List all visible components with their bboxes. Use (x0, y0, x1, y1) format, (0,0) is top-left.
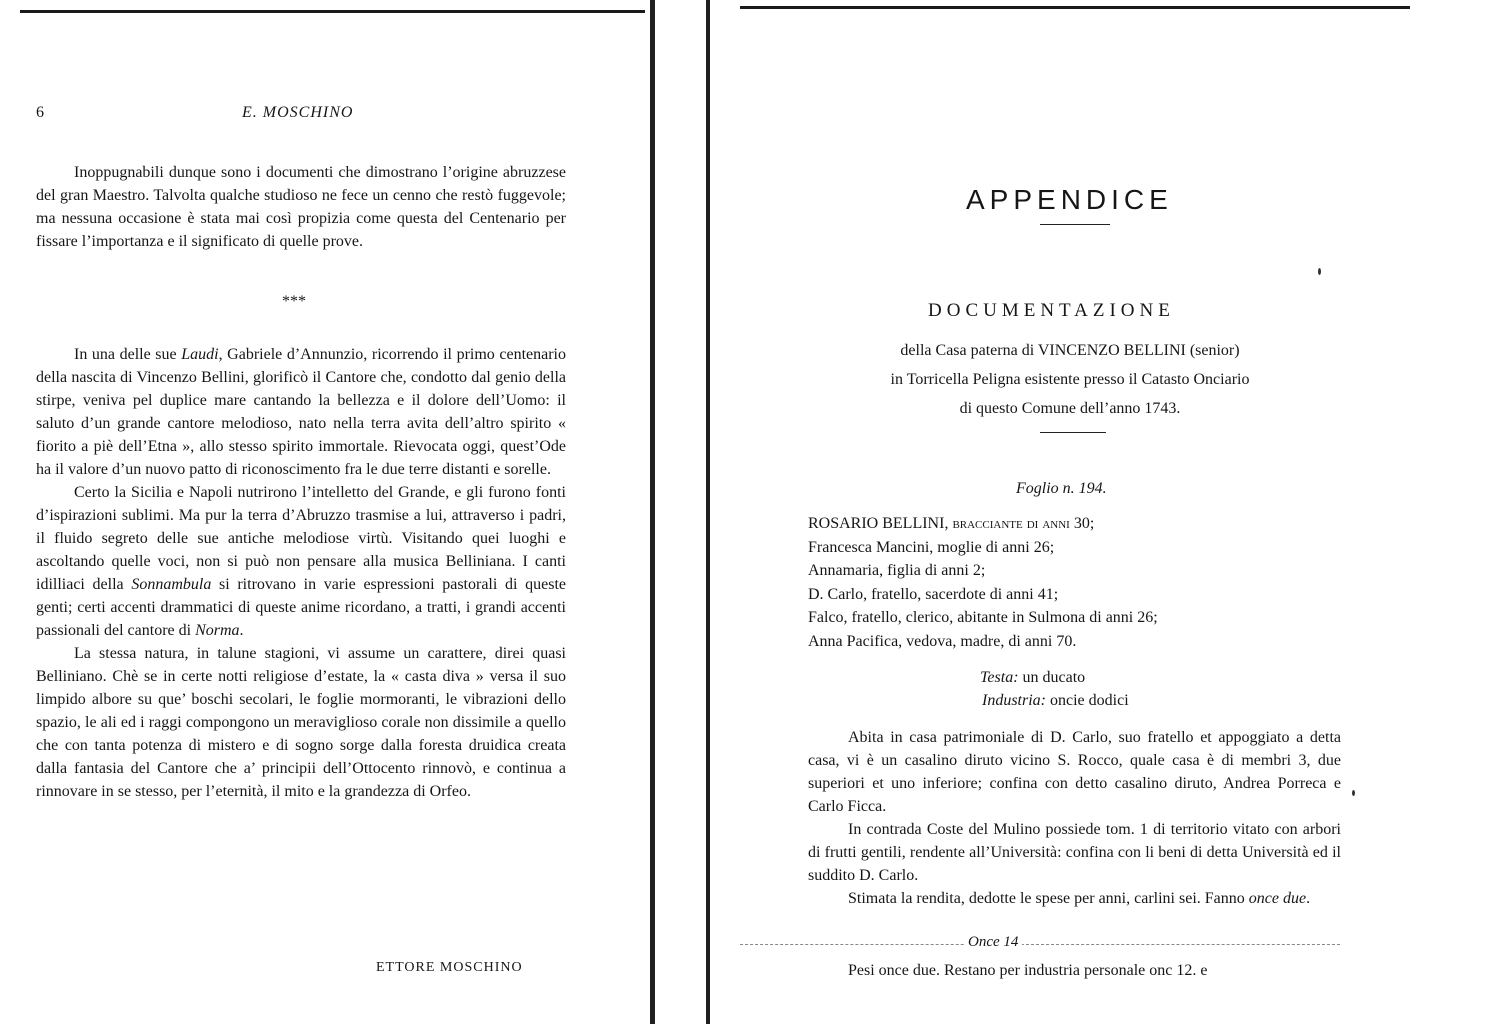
paragraph-origin (36, 161, 566, 253)
italic-once-due: once due (1248, 890, 1307, 907)
household-entry: Anna Pacifica, vedova, madre, di anni 70. (808, 632, 1077, 650)
text-run: , Gabriele d’Annunzio, ricorrendo il primo centenario della nascita di Vincenzo Bellini, glorificò il Cantore che, condotto dal genio della stirpe, veniva pel duplice mare cantando la bellezza e il dolore dell’Uomo: il saluto d’un grande cantore melodioso, nato nella terra avita dell’altro spirito « fiorito a piè dell’Etna », allo stesso spirito immortale. Rievocata oggi, quest’Ode ha il valore d’un nuovo patto di riconoscimento fra le due terre distanti e sorelle. (36, 346, 567, 478)
top-border-rule (740, 6, 1410, 9)
property-paragraph: Abita in casa patrimoniale di D. Carlo, suo fratello et appoggiato a detta casa, vi è un casalino diruto vicino S. Rocco, quale casa è di membri 3, due superiori et uno inferiore; confina con detto casalino diruto, Andrea Porreca e Carlo Ficca. (808, 729, 1341, 815)
description-line: in Torricella Peligna esistente presso il Catasto Onciario (890, 371, 1250, 388)
industria-label: Industria: (982, 692, 1046, 709)
description-line: della Casa paterna di VINCENZO BELLINI (senior) (900, 342, 1240, 359)
household-list (808, 512, 1368, 653)
right-page (700, 0, 1500, 1024)
testa-label: Testa: (980, 669, 1019, 686)
industria-value: oncie dodici (1050, 692, 1129, 709)
text-run: Stimata la rendita, dedotte le spese per anni, carlini sei. Fanno (848, 890, 1249, 907)
ink-speck (1352, 790, 1355, 796)
industria-line (982, 689, 1129, 712)
household-entry: Annamaria, figlia di anni 2; (808, 562, 986, 579)
italic-title-norma: Norma (195, 622, 240, 639)
section-break-asterism: *** (282, 293, 306, 310)
household-entry: Francesca Mancini, moglie di anni 26; (808, 538, 1055, 556)
text-run: . (239, 622, 244, 639)
italic-title-sonnambula: Sonnambula (131, 576, 212, 593)
paragraph-laudi (36, 343, 566, 481)
description-line: di questo Comune dell’anno 1743. (959, 400, 1181, 417)
paragraph-block-laudi (36, 343, 566, 803)
author-signature: ETTORE MOSCHINO (376, 960, 523, 975)
folio-reference: Foglio n. 194. (1016, 480, 1107, 497)
page-number: 6 (36, 104, 44, 121)
once-total: Once 14 (964, 934, 1022, 951)
binding-gutter-left (650, 0, 655, 1024)
text-run: In una delle sue (74, 346, 182, 363)
household-entry: D. Carlo, fratello, sacerdote di anni 41; (808, 585, 1059, 603)
title-underline (1040, 224, 1110, 225)
documentation-subtitle: DOCUMENTAZIONE (928, 300, 1175, 321)
section-rule (1040, 432, 1106, 433)
testa-value: un ducato (1022, 669, 1086, 686)
running-head-author: E. MOSCHINO (242, 104, 354, 121)
text-run: si ritrovano in varie espressioni pastorali di queste genti; certi accenti drammatici di queste anime ricordano, a tratti, i grandi accenti passionali del cantore di (36, 576, 566, 639)
footer-line: Pesi once due. Restano per industria personale onc 12. e (848, 962, 1208, 979)
property-paragraph (808, 887, 1341, 910)
appendix-title: APPENDICE (966, 184, 1173, 215)
italic-title-laudi: Laudi (181, 346, 219, 363)
household-entry: Falco, fratello, clerico, abitante in Sulmona di anni 26; (808, 609, 1158, 626)
documentation-description (800, 336, 1340, 423)
property-description (808, 726, 1341, 910)
paragraph-natura: La stessa natura, in talune stagioni, vi assume un carattere, direi quasi Belliniano. Chè se in certe notti religiose d’estate, la « casta diva » versa il suo limpido albore su que’ boschi secolari, le foglie mormoranti, le vibrazioni dello spazio, le ali ed i raggi compongono un meraviglioso corale non dissimile a quello che con tanta potenza di mistero e di sogno sorge dalla foresta druidica creata dalla fantasia del Cantore che a’ principii dell’Ottocento rinnovò, e continua a rinnovare in se stesso, per l’eternità, il mito e la grandezza di Orfeo. (36, 645, 566, 800)
text-run: Certo la Sicilia e Napoli nutrirono l’intelletto del Grande, e gli furono fonti d’ispirazioni sublimi. Ma pur la terra d’Abruzzo trasmise a lui, attraverso i padri, il fluido segreto delle sue antiche melodiose virtù. Visitando quei luoghi e ascoltando quelle voci, non si può non pensare alla musica Belliniana. I canti idilliaci della (36, 484, 566, 593)
paragraph-sicilia (36, 481, 566, 642)
property-paragraph: In contrada Coste del Mulino possiede tom. 1 di territorio vitato con arbori di frutti gentili, rendente all’Università: confina con li beni di detta Università ed il suddito D. Carlo. (808, 821, 1341, 884)
dashed-total-rule (740, 944, 1340, 945)
text-run: . (1306, 890, 1311, 907)
household-entry: ROSARIO BELLINI, bracciante di anni 30; (808, 515, 1095, 532)
ink-speck (1318, 268, 1321, 275)
left-page (0, 0, 660, 1024)
top-border-rule (20, 10, 645, 13)
testa-line (980, 666, 1129, 689)
running-header (36, 104, 566, 128)
tax-assessment (980, 666, 1129, 712)
paragraph-text: Inoppugnabili dunque sono i documenti che dimostrano l’origine abruzzese del gran Maestro. Talvolta qualche studioso ne fece un cenno che restò fuggevole; ma nessuna occasione è stata mai così propizia come questa del Centenario per fissare l’importanza e il significato di quelle prove. (36, 164, 566, 250)
